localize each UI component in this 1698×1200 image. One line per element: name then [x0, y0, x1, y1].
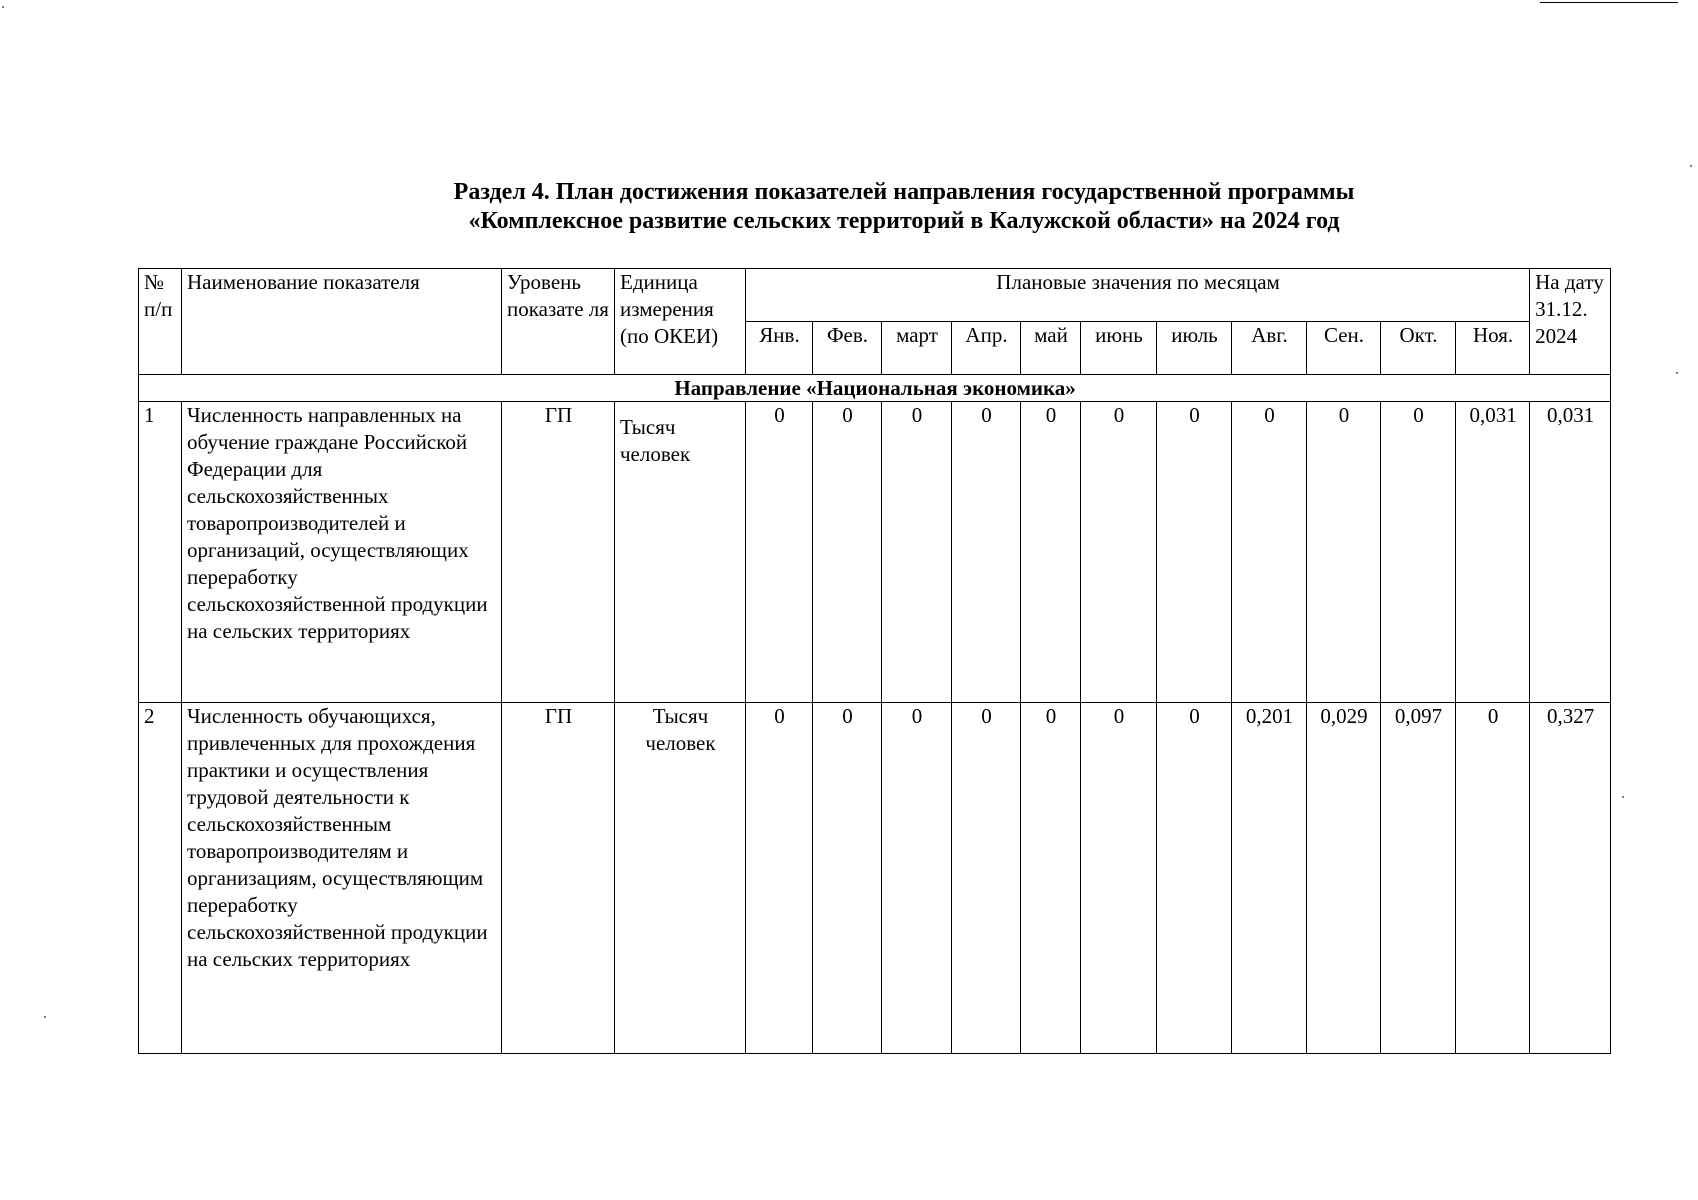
header-month: Окт.	[1381, 322, 1456, 375]
year-end-value: 0,031	[1530, 402, 1611, 703]
month-value: 0,201	[1232, 703, 1307, 1054]
indicator-unit: Тысяч человек	[615, 703, 746, 1054]
header-month: Авг.	[1232, 322, 1307, 375]
month-value: 0	[1381, 402, 1456, 703]
table-row	[139, 703, 1611, 1054]
header-level: Уровень показате ля	[502, 269, 615, 375]
row-num: 2	[139, 703, 182, 1054]
month-value: 0	[952, 402, 1021, 703]
month-value: 0	[1021, 703, 1081, 1054]
header-unit: Единица измерения (по ОКЕИ)	[615, 269, 746, 375]
indicator-unit-cell	[615, 402, 746, 703]
year-end-value: 0,327	[1530, 703, 1611, 1054]
month-value: 0	[882, 402, 952, 703]
month-value: 0,029	[1307, 703, 1381, 1054]
header-month: Янв.	[746, 322, 813, 375]
section-heading: Направление «Национальная экономика»	[139, 375, 1611, 402]
header-month: май	[1021, 322, 1081, 375]
top-edge-rule	[1540, 2, 1678, 3]
header-name: Наименование показателя	[182, 269, 502, 375]
month-value: 0	[1157, 703, 1232, 1054]
header-monthly: Плановые значения по месяцам	[746, 269, 1530, 322]
header-month: июнь	[1081, 322, 1157, 375]
header-month: Ноя.	[1456, 322, 1530, 375]
header-num: № п/п	[139, 269, 182, 375]
header-month: март	[882, 322, 952, 375]
indicator-level: ГП	[502, 402, 615, 703]
table-row	[139, 402, 1611, 703]
indicator-unit: Тысяч человек	[620, 415, 691, 466]
indicator-plan-table	[138, 268, 1611, 1054]
indicator-name: Численность обучающихся, привлеченных для прохождения практики и осуществления трудовой деятельности к сельскохозяйственным товаропроизводителям и организациям, осуществляющим переработку сельскохозяйственной продукции на сельских территориях	[182, 703, 502, 1054]
month-value: 0	[746, 402, 813, 703]
header-date: На дату 31.12. 2024	[1530, 269, 1611, 375]
month-value: 0	[1232, 402, 1307, 703]
month-value: 0	[1157, 402, 1232, 703]
month-value: 0,031	[1456, 402, 1530, 703]
month-value: 0	[1081, 402, 1157, 703]
month-value: 0	[813, 703, 882, 1054]
month-value: 0,097	[1381, 703, 1456, 1054]
month-value: 0	[1081, 703, 1157, 1054]
scan-speck	[1690, 165, 1692, 167]
indicator-level: ГП	[502, 703, 615, 1054]
indicator-name: Численность направленных на обучение граждане Российской Федерации для сельскохозяйственных товаропроизводителей и организаций, осуществляющих переработку сельскохозяйственной продукции на сельских территориях	[182, 402, 502, 703]
month-value: 0	[813, 402, 882, 703]
month-value: 0	[1307, 402, 1381, 703]
header-month: июль	[1157, 322, 1232, 375]
month-value: 0	[1456, 703, 1530, 1054]
scan-speck	[44, 1016, 46, 1018]
title-line-2: «Комплексное развитие сельских территорий в Калужской области» на 2024 год	[468, 208, 1340, 234]
month-value: 0	[952, 703, 1021, 1054]
header-month: Сен.	[1307, 322, 1381, 375]
scan-speck	[1622, 796, 1624, 798]
scan-speck	[1676, 372, 1678, 374]
month-value: 0	[882, 703, 952, 1054]
document-title	[138, 178, 1670, 236]
month-value: 0	[1021, 402, 1081, 703]
scan-speck	[2, 6, 4, 8]
title-line-1: Раздел 4. План достижения показателей направления государственной программы	[453, 179, 1355, 205]
header-month: Фев.	[813, 322, 882, 375]
row-num: 1	[139, 402, 182, 703]
month-value: 0	[746, 703, 813, 1054]
header-month: Апр.	[952, 322, 1021, 375]
